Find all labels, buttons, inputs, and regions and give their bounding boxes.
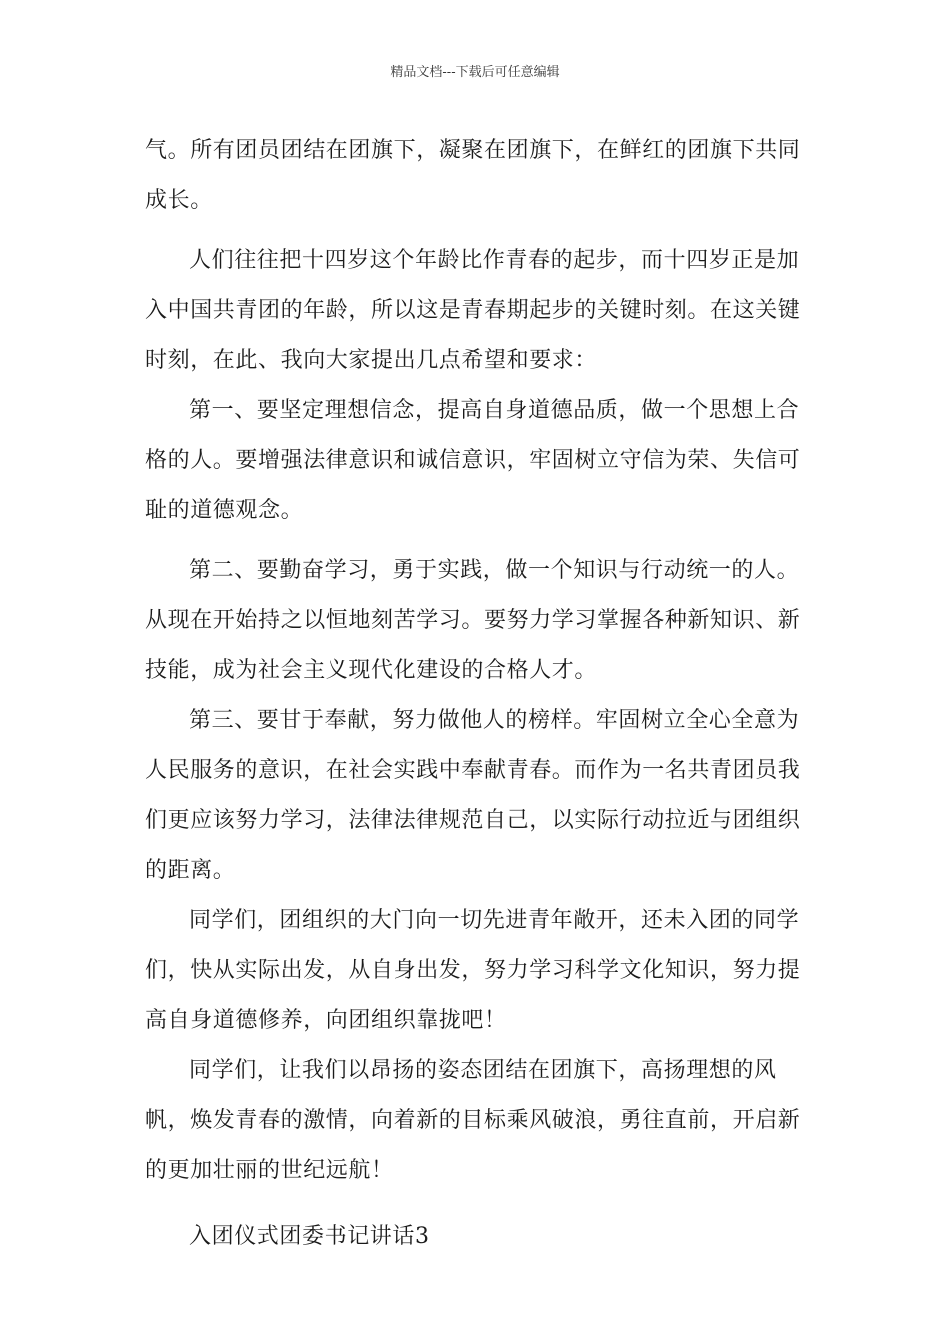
paragraph-closing: 同学们，让我们以昂扬的姿态团结在团旗下，高扬理想的风帆，焕发青春的激情，向着新的目标乘风破浪，勇往直前，开启新的更加壮丽的世纪远航！ [145,1058,801,1183]
document-body [145,126,810,1262]
paragraph-intro: 人们往往把十四岁这个年龄比作青春的起步，而十四岁正是加入中国共青团的年龄，所以这是青春期起步的关键时刻。在这关键时刻，在此、我向大家提出几点希望和要求： [145,248,801,373]
paragraph-continuation: 气。所有团员团结在团旗下，凝聚在团旗下，在鲜红的团旗下共同成长。 [145,138,801,213]
paragraph-point-two: 第二、要勤奋学习，勇于实践，做一个知识与行动统一的人。从现在开始持之以恒地刻苦学习。要努力学习掌握各种新知识、新技能，成为社会主义现代化建设的合格人才。 [145,558,801,683]
paragraph-appeal: 同学们，团组织的大门向一切先进青年敞开，还未入团的同学们，快从实际出发，从自身出发，努力学习科学文化知识，努力提高自身道德修养，向团组织靠拢吧！ [145,908,801,1033]
paragraph-point-three: 第三、要甘于奉献，努力做他人的榜样。牢固树立全心全意为人民服务的意识，在社会实践中奉献青春。而作为一名共青团员我们更应该努力学习，法律法律规范自己，以实际行动拉近与团组织的距离。 [145,708,801,883]
section-heading: 入团仪式团委书记讲话3 [189,1224,430,1249]
paragraph-point-one: 第一、要坚定理想信念，提高自身道德品质，做一个思想上合格的人。要增强法律意识和诚信意识，牢固树立守信为荣、失信可耻的道德观念。 [145,398,801,523]
page-header: 精品文档---下载后可任意编辑 [390,65,560,80]
